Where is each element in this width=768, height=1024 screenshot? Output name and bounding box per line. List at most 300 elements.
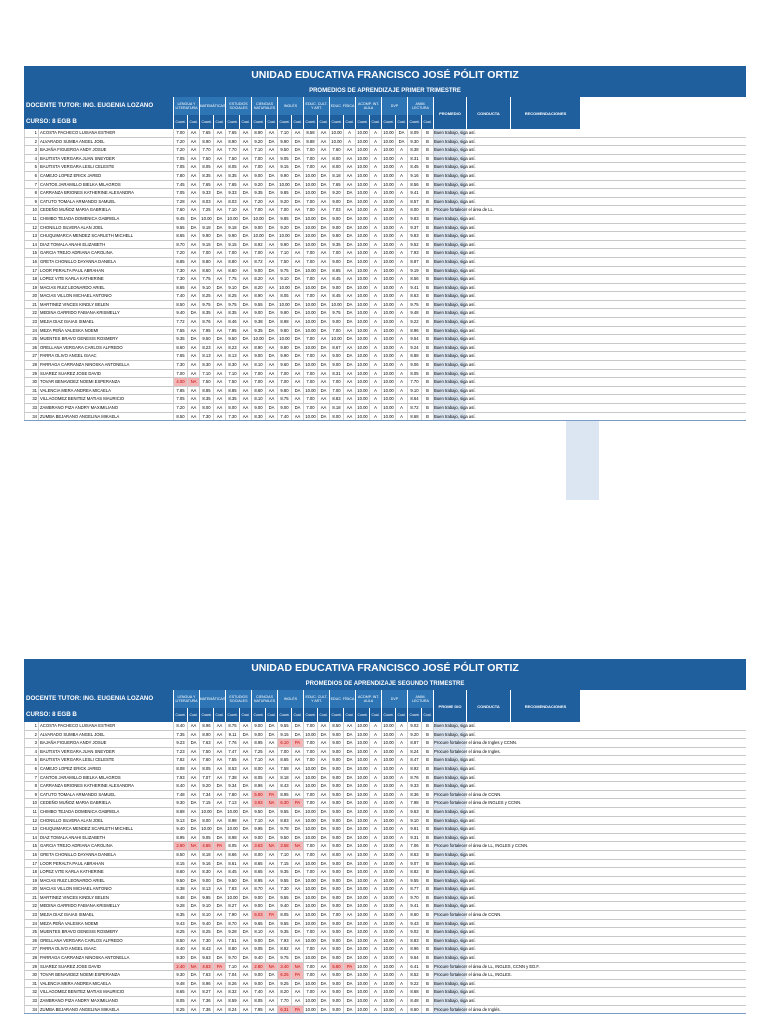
quantitative-grade: 10.00	[355, 774, 369, 782]
qualitative-grade: AA	[213, 980, 225, 988]
quantitative-grade: 8.27	[199, 988, 213, 996]
quantitative-grade: 8.18	[329, 172, 343, 180]
quantitative-grade: 7.93	[173, 774, 187, 782]
qualitative-grade: AA	[239, 851, 251, 859]
quantitative-grade: 10.00	[355, 817, 369, 825]
quantitative-grade: 7.70	[277, 997, 291, 1005]
qualitative-grade: DA	[187, 920, 199, 928]
qualitative-grade: DA	[265, 224, 277, 232]
quantitative-grade: 9.63	[199, 954, 213, 962]
quantitative-grade: 10.00	[381, 155, 395, 163]
qualitative-grade: AA	[239, 860, 251, 868]
qualitative-grade: DA	[291, 361, 303, 369]
qualitative-grade: AA	[213, 344, 225, 352]
table-row	[24, 344, 746, 353]
quantitative-grade: 8.58	[303, 129, 317, 137]
qualitative-grade: A	[369, 395, 381, 403]
cual-header: Cual.	[213, 708, 225, 722]
cual-header: Cual.	[291, 115, 303, 129]
qualitative-grade: A	[395, 851, 407, 859]
average-grade: Buen trabajo, siga así.	[434, 190, 476, 196]
qualitative-grade: A	[395, 189, 407, 197]
promedio-header: PROME DIO	[433, 690, 466, 722]
qualitative-grade: A	[395, 756, 407, 764]
quantitative-grade: 9.80	[277, 387, 291, 395]
qualitative-grade: A	[369, 292, 381, 300]
quantitative-grade: 6.10	[277, 739, 291, 747]
qualitative-grade: DA	[291, 267, 303, 275]
table-row	[24, 163, 746, 172]
student-rows	[24, 722, 746, 1014]
table-row	[24, 894, 746, 903]
quantitative-grade: 8.96	[251, 782, 265, 790]
quantitative-grade: 7.00	[303, 198, 317, 206]
quantitative-grade: 7.95	[225, 327, 239, 335]
table-row	[24, 232, 746, 241]
qualitative-grade: B	[421, 387, 433, 395]
qualitative-grade: AA	[291, 258, 303, 266]
quantitative-grade: 7.00	[329, 378, 343, 386]
qualitative-grade: AA	[239, 722, 251, 730]
quantitative-grade: 10.00	[381, 971, 395, 979]
qualitative-grade: AA	[239, 198, 251, 206]
quantitative-grade: 7.06	[407, 842, 421, 850]
quantitative-grade: 7.75	[199, 275, 213, 283]
qualitative-grade: AA	[213, 292, 225, 300]
qualitative-grade: DA	[343, 920, 355, 928]
quantitative-grade: 9.15	[225, 241, 239, 249]
quantitative-grade: 9.40	[277, 902, 291, 910]
student-name: BAUTISTA VERGARA LESLI CELESTE	[38, 756, 173, 764]
table-row	[24, 756, 746, 765]
quantitative-grade: 10.00	[381, 731, 395, 739]
quantitative-grade: 10.00	[381, 258, 395, 266]
qualitative-grade: B	[421, 172, 433, 180]
quantitative-grade: 8.24	[225, 1006, 239, 1014]
qualitative-grade: AA	[239, 163, 251, 171]
quantitative-grade: 7.00	[303, 868, 317, 876]
quantitative-grade: 8.40	[173, 782, 187, 790]
qualitative-grade: AA	[239, 739, 251, 747]
quantitative-grade: 7.00	[251, 163, 265, 171]
table-row	[24, 198, 746, 207]
table-row	[24, 352, 746, 361]
cuant-header: Cuant.	[303, 115, 317, 129]
qualitative-grade: DA	[265, 309, 277, 317]
quantitative-grade: 9.75	[199, 301, 213, 309]
qualitative-grade: AA	[343, 404, 355, 412]
table-row	[24, 413, 746, 422]
qualitative-grade: AA	[239, 988, 251, 996]
qualitative-grade: DA	[343, 799, 355, 807]
qualitative-grade: DA	[343, 945, 355, 953]
quantitative-grade: 7.65	[199, 181, 213, 189]
quantitative-grade: 8.67	[329, 344, 343, 352]
quantitative-grade: 10.00	[381, 868, 395, 876]
qualitative-grade: B	[421, 902, 433, 910]
quantitative-grade: 9.35	[251, 189, 265, 197]
quantitative-grade: 8.65	[173, 284, 187, 292]
quantitative-grade: 9.00	[329, 765, 343, 773]
row-number: 11	[24, 215, 38, 223]
quantitative-grade: 8.25	[173, 1006, 187, 1014]
row-number: 12	[24, 817, 38, 825]
quantitative-grade: 9.31	[407, 834, 421, 842]
qualitative-grade: DA	[317, 241, 329, 249]
student-name: CAMEJO LOPEZ ERICK JARED	[38, 765, 173, 773]
quantitative-grade: 7.95	[251, 1006, 265, 1014]
qualitative-grade: AA	[291, 885, 303, 893]
qualitative-grade: A	[395, 808, 407, 816]
quantitative-grade: 9.90	[277, 172, 291, 180]
qualitative-grade: AA	[213, 765, 225, 773]
quantitative-grade: 7.00	[303, 292, 317, 300]
quantitative-grade: 9.20	[251, 138, 265, 146]
qualitative-grade: B	[421, 335, 433, 343]
row-number: 26	[24, 344, 38, 352]
qualitative-grade: DA	[291, 722, 303, 730]
quantitative-grade: 7.25	[251, 748, 265, 756]
qualitative-grade: AA	[239, 155, 251, 163]
qualitative-grade: B	[421, 748, 433, 756]
qualitative-grade: AA	[187, 198, 199, 206]
quantitative-grade: 9.43	[407, 920, 421, 928]
quantitative-grade: 7.30	[173, 267, 187, 275]
quantitative-grade: 8.68	[407, 988, 421, 996]
qualitative-grade: AA	[213, 945, 225, 953]
quantitative-grade: 8.83	[277, 817, 291, 825]
qualitative-grade: DA	[395, 138, 407, 146]
qualitative-grade: A	[369, 129, 381, 137]
student-name: DIAZ TOMALA ANAHI ELIZABETH	[38, 241, 173, 249]
quantitative-grade: 10.00	[355, 370, 369, 378]
qualitative-grade: DA	[317, 825, 329, 833]
quantitative-grade: 8.76	[199, 318, 213, 326]
qualitative-grade: AA	[187, 404, 199, 412]
table-row	[24, 241, 746, 250]
quantitative-grade: 10.00	[303, 189, 317, 197]
quantitative-grade: 7.00	[303, 275, 317, 283]
quantitative-grade: 8.20	[277, 988, 291, 996]
qualitative-grade: AA	[265, 868, 277, 876]
quantitative-grade: 7.50	[277, 258, 291, 266]
qualitative-grade: PA	[291, 1006, 303, 1014]
qualitative-grade: B	[421, 774, 433, 782]
qualitative-grade: AA	[213, 413, 225, 421]
quantitative-grade: 7.40	[173, 292, 187, 300]
qualitative-grade: A	[395, 172, 407, 180]
cuant-header: Cuant.	[173, 115, 187, 129]
quantitative-grade: 8.09	[407, 129, 421, 137]
qualitative-grade: A	[369, 318, 381, 326]
quantitative-grade: 9.00	[329, 834, 343, 842]
quantitative-grade: 9.50	[199, 335, 213, 343]
qualitative-grade: AA	[265, 851, 277, 859]
quantitative-grade: 7.55	[173, 327, 187, 335]
quantitative-grade: 8.60	[251, 387, 265, 395]
quantitative-grade: 7.93	[407, 249, 421, 257]
quantitative-grade: 7.80	[173, 172, 187, 180]
quantitative-grade: 3.63	[251, 842, 265, 850]
quantitative-grade: 9.15	[277, 731, 291, 739]
quantitative-grade: 9.30	[173, 954, 187, 962]
quantitative-grade: 7.65	[199, 129, 213, 137]
quantitative-grade: 10.00	[225, 215, 239, 223]
qualitative-grade: AA	[239, 980, 251, 988]
qualitative-grade: DA	[239, 284, 251, 292]
quantitative-grade: 7.48	[173, 791, 187, 799]
quantitative-grade: 9.30	[173, 799, 187, 807]
qualitative-grade: A	[395, 352, 407, 360]
quantitative-grade: 10.00	[355, 327, 369, 335]
qualitative-grade: DA	[343, 937, 355, 945]
qualitative-grade: DA	[343, 808, 355, 816]
qualitative-grade: DA	[213, 241, 225, 249]
table-row	[24, 378, 746, 387]
quantitative-grade: 7.98	[407, 799, 421, 807]
quantitative-grade: 7.51	[225, 937, 239, 945]
average-grade: Buen trabajo, siga así.	[434, 130, 476, 135]
row-number: 20	[24, 885, 38, 893]
qualitative-grade: AA	[317, 756, 329, 764]
qualitative-grade: AA	[187, 181, 199, 189]
qualitative-grade: A	[395, 997, 407, 1005]
quantitative-grade: 9.00	[329, 284, 343, 292]
qualitative-grade: B	[421, 395, 433, 403]
qualitative-grade: AA	[265, 756, 277, 764]
quantitative-grade: 10.00	[355, 138, 369, 146]
qualitative-grade: AA	[187, 267, 199, 275]
quantitative-grade: 8.10	[251, 395, 265, 403]
qualitative-grade: DA	[213, 335, 225, 343]
row-number: 34	[24, 1006, 38, 1014]
quantitative-grade: 10.00	[355, 988, 369, 996]
qualitative-grade: DA	[343, 842, 355, 850]
average-grade: Buen trabajo, siga así.	[434, 757, 476, 763]
qualitative-grade: AA	[187, 774, 199, 782]
quantitative-grade: 7.05	[173, 189, 187, 197]
qualitative-grade: A	[369, 189, 381, 197]
school-title: UNIDAD EDUCATIVA FRANCISCO JOSÉ PÓLIT ORTIZ	[24, 66, 746, 85]
qualitative-grade: AA	[187, 868, 199, 876]
quantitative-grade: 7.50	[225, 378, 239, 386]
qualitative-grade: A	[395, 146, 407, 154]
qualitative-grade: DA	[213, 808, 225, 816]
qualitative-grade: DA	[213, 232, 225, 240]
quantitative-grade: 10.00	[277, 335, 291, 343]
quantitative-grade: 8.25	[199, 928, 213, 936]
quantitative-grade: 9.00	[329, 971, 343, 979]
quantitative-grade: 9.83	[407, 215, 421, 223]
quantitative-grade: 9.37	[407, 224, 421, 232]
qualitative-grade: DA	[343, 232, 355, 240]
student-name: CATUTO TOMALA ARMANDO SAMUEL	[38, 198, 173, 206]
qualitative-grade: AA	[317, 198, 329, 206]
table-row	[24, 318, 746, 327]
qualitative-grade: AA	[239, 911, 251, 919]
qualitative-grade: AA	[187, 765, 199, 773]
quantitative-grade: 10.00	[381, 842, 395, 850]
qualitative-grade: DA	[265, 327, 277, 335]
quantitative-grade: 8.65	[329, 267, 343, 275]
table-row	[24, 782, 746, 791]
quantitative-grade: 9.48	[173, 980, 187, 988]
student-name: CEDEÑO MUÑOZ MARIA GABRIELA	[38, 206, 173, 214]
qualitative-grade: DA	[265, 172, 277, 180]
quantitative-grade: 7.00	[173, 370, 187, 378]
quantitative-grade: 7.00	[303, 258, 317, 266]
quantitative-grade: 10.00	[355, 902, 369, 910]
qualitative-grade: AA	[343, 370, 355, 378]
quantitative-grade: 7.00	[199, 249, 213, 257]
quantitative-grade: 10.00	[381, 774, 395, 782]
quantitative-grade: 9.00	[329, 877, 343, 885]
qualitative-grade: AA	[265, 249, 277, 257]
qualitative-grade: AA	[213, 799, 225, 807]
qualitative-grade: AA	[291, 206, 303, 214]
average-grade: Buen trabajo, siga así.	[434, 258, 476, 264]
average-grade: Buen trabajo, siga así.	[434, 817, 476, 823]
qualitative-grade: A	[395, 181, 407, 189]
qualitative-grade: DA	[317, 181, 329, 189]
subject-header: EDUC. FÍSICA	[329, 690, 355, 708]
qualitative-grade: DA	[187, 739, 199, 747]
qualitative-grade: AA	[317, 971, 329, 979]
qualitative-grade: A	[369, 954, 381, 962]
quantitative-grade: 6.31	[277, 1006, 291, 1014]
qualitative-grade: AA	[343, 172, 355, 180]
quantitative-grade: 9.30	[173, 971, 187, 979]
table-row	[24, 988, 746, 997]
qualitative-grade: AA	[343, 292, 355, 300]
quantitative-grade: 8.90	[199, 138, 213, 146]
quantitative-grade: 9.45	[173, 215, 187, 223]
quantitative-grade: 10.00	[355, 1006, 369, 1014]
quantitative-grade: 9.02	[407, 722, 421, 730]
quantitative-grade: 9.35	[329, 241, 343, 249]
student-name: MACIAS VILLON MICHAEL ANTONIO	[38, 885, 173, 893]
qualitative-grade: DA	[265, 825, 277, 833]
qualitative-grade: A	[369, 215, 381, 223]
average-grade: Buen trabajo, siga así.	[434, 319, 476, 325]
quantitative-grade: 10.00	[355, 748, 369, 756]
qualitative-grade: DA	[187, 894, 199, 902]
quantitative-grade: 9.38	[251, 318, 265, 326]
qualitative-grade: DA	[291, 404, 303, 412]
qualitative-grade: DA	[317, 224, 329, 232]
qualitative-grade: AA	[213, 378, 225, 386]
quantitative-grade: 9.80	[277, 344, 291, 352]
quantitative-grade: 10.00	[355, 877, 369, 885]
quantitative-grade: 9.15	[277, 163, 291, 171]
qualitative-grade: DA	[317, 980, 329, 988]
quantitative-grade: 2.40	[173, 963, 187, 971]
qualitative-grade: AA	[265, 782, 277, 790]
qualitative-grade: A	[369, 352, 381, 360]
qualitative-grade: AA	[187, 327, 199, 335]
qualitative-grade: AA	[317, 146, 329, 154]
quantitative-grade: 10.00	[303, 241, 317, 249]
quantitative-grade: 9.00	[251, 902, 265, 910]
quantitative-grade: 10.00	[251, 335, 265, 343]
quantitative-grade: 9.13	[173, 817, 187, 825]
quantitative-grade: 8.13	[199, 885, 213, 893]
quantitative-grade: 8.96	[407, 327, 421, 335]
qualitative-grade: DA	[265, 318, 277, 326]
header-info	[24, 690, 173, 722]
quantitative-grade: 9.10	[199, 284, 213, 292]
qualitative-grade: AA	[213, 387, 225, 395]
quantitative-grade: 10.00	[277, 301, 291, 309]
qualitative-grade: AA	[317, 988, 329, 996]
quantitative-grade: 8.90	[225, 138, 239, 146]
qualitative-grade: DA	[317, 920, 329, 928]
qualitative-grade: DA	[343, 980, 355, 988]
quantitative-grade: 8.00	[329, 163, 343, 171]
row-number: 10	[24, 206, 38, 214]
quantitative-grade: 7.36	[199, 1006, 213, 1014]
qualitative-grade: AA	[291, 249, 303, 257]
quantitative-grade: 7.65	[173, 352, 187, 360]
subheader-row	[173, 115, 433, 129]
quantitative-grade: 10.00	[199, 825, 213, 833]
quantitative-grade: 7.00	[277, 206, 291, 214]
qualitative-grade: AA	[343, 395, 355, 403]
qualitative-grade: A	[369, 756, 381, 764]
quantitative-grade: 7.00	[277, 748, 291, 756]
quantitative-grade: 8.23	[199, 344, 213, 352]
quantitative-grade: 7.65	[329, 181, 343, 189]
qualitative-grade: A	[395, 344, 407, 352]
quantitative-grade: 7.05	[173, 395, 187, 403]
quantitative-grade: 7.00	[251, 206, 265, 214]
quantitative-grade: 8.35	[173, 911, 187, 919]
qualitative-grade: DA	[317, 997, 329, 1005]
average-grade: Buen trabajo, siga así.	[434, 336, 476, 342]
quantitative-grade: 10.00	[303, 954, 317, 962]
qualitative-grade: DA	[317, 885, 329, 893]
qualitative-grade: A	[369, 155, 381, 163]
qualitative-grade: AA	[213, 971, 225, 979]
qualitative-grade: AA	[265, 258, 277, 266]
cual-header: Cual.	[395, 708, 407, 722]
qualitative-grade: DA	[291, 181, 303, 189]
student-name: MUENTES BRAVO GENESIS ROSMERY	[38, 335, 173, 343]
qualitative-grade: AA	[213, 198, 225, 206]
quantitative-grade: 10.00	[303, 825, 317, 833]
qualitative-grade: DA	[343, 885, 355, 893]
qualitative-grade: DA	[291, 284, 303, 292]
qualitative-grade: DA	[291, 155, 303, 163]
quantitative-grade: 9.00	[251, 352, 265, 360]
row-number: 21	[24, 301, 38, 309]
average-grade: Buen trabajo, siga así.	[434, 155, 476, 161]
qualitative-grade: AA	[265, 817, 277, 825]
average-grade: Buen trabajo, siga así.	[434, 980, 476, 986]
qualitative-grade: A	[395, 988, 407, 996]
subject-header: MATEMÁTICAS	[199, 690, 225, 708]
quantitative-grade: 8.50	[173, 413, 187, 421]
quantitative-grade: 7.23	[173, 748, 187, 756]
table-row	[24, 215, 746, 224]
student-name: CHUQUIMARCA MENDEZ SCARLETH MICHELL	[38, 825, 173, 833]
row-number: 15	[24, 842, 38, 850]
quantitative-grade: 10.00	[381, 911, 395, 919]
qualitative-grade: AA	[239, 748, 251, 756]
student-name: CHIMBO TEJADA DOMENICA GABRIELA	[38, 808, 173, 816]
student-name: PARRA OLIVO ANGEL ISAAC	[38, 352, 173, 360]
average-grade: Buen trabajo, siga así.	[434, 869, 476, 875]
